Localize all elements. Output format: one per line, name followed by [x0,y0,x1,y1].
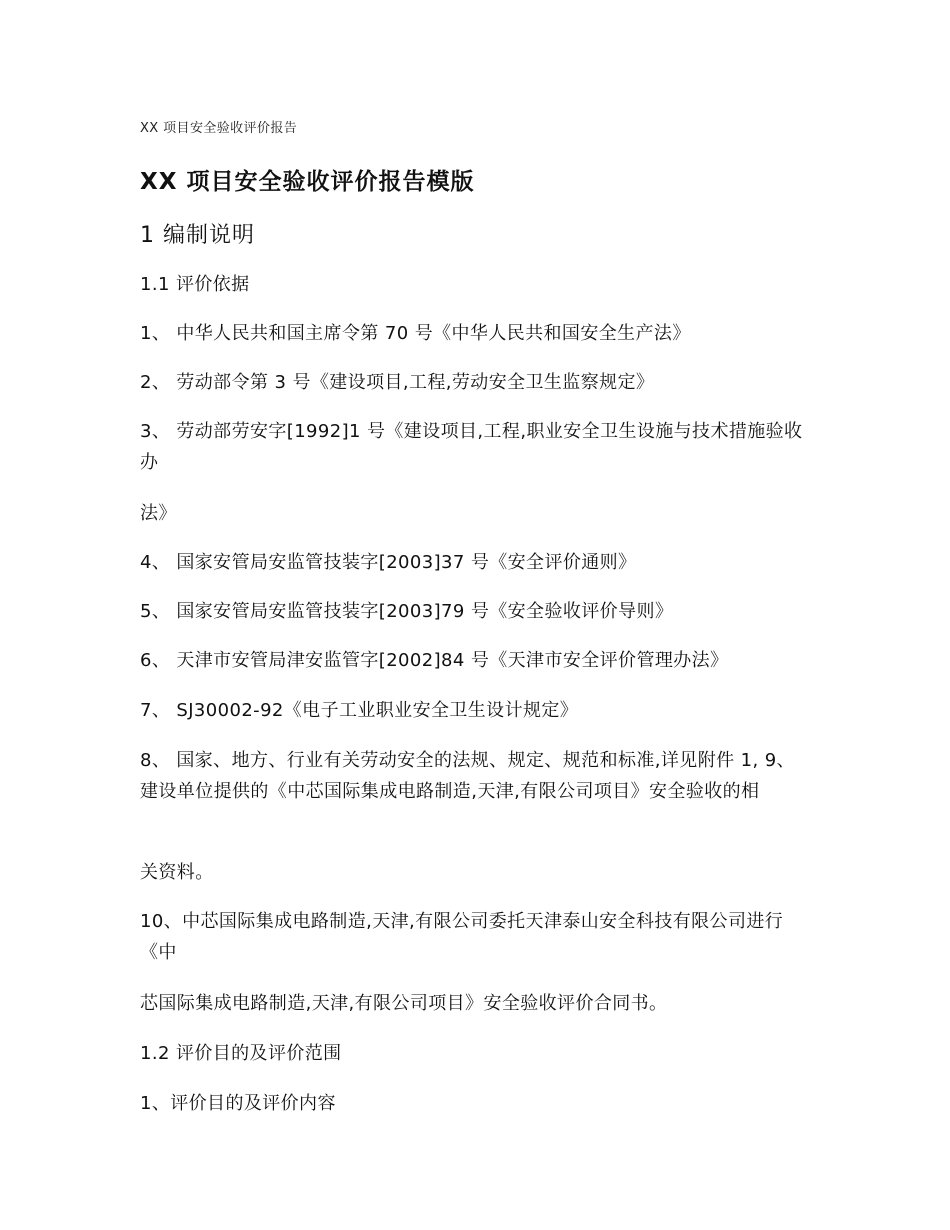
basis-item-1: 1、 中华人民共和国主席令第 70 号《中华人民共和国安全生产法》 [140,323,691,344]
basis-item-9-continued: 关资料。 [140,862,214,883]
basis-item-5: 5、 国家安管局安监管技装字[2003]79 号《安全验收评价导则》 [140,601,674,622]
basis-item-3-continued: 法》 [140,503,177,524]
basis-item-6: 6、 天津市安管局津安监管字[2002]84 号《天津市安全评价管理办法》 [140,650,729,671]
basis-item-7: 7、 SJ30002-92《电子工业职业安全卫生设计规定》 [140,700,579,721]
section-heading-1-1: 1.1 评价依据 [140,274,250,295]
basis-item-10-continued: 芯国际集成电路制造,天津,有限公司项目》安全验收评价合同书。 [140,993,668,1014]
section-heading-1: 1 编制说明 [140,223,255,248]
basis-item-2: 2、 劳动部令第 3 号《建设项目,工程,劳动安全卫生监察规定》 [140,372,655,393]
basis-item-8-9: 8、 国家、地方、行业有关劳动安全的法规、规定、规范和标准,详见附件 1, 9、 建设单位提供的《中芯国际集成电路制造,天津,有限公司项目》安全验收的相 [140,750,795,802]
section-1-2-item-1: 1、评价目的及评价内容 [140,1093,336,1114]
document-title: XX 项目安全验收评价报告模版 [140,169,475,195]
page-header: XX 项目安全验收评价报告 [140,121,298,136]
basis-item-10: 10、中芯国际集成电路制造,天津,有限公司委托天津泰山安全科技有限公司进行《中 [140,911,784,963]
basis-item-4: 4、 国家安管局安监管技装字[2003]37 号《安全评价通则》 [140,552,637,573]
section-heading-1-2: 1.2 评价目的及评价范围 [140,1043,342,1064]
basis-item-3: 3、 劳动部劳安字[1992]1 号《建设项目,工程,职业安全卫生设施与技术措施验收办 [140,421,803,473]
